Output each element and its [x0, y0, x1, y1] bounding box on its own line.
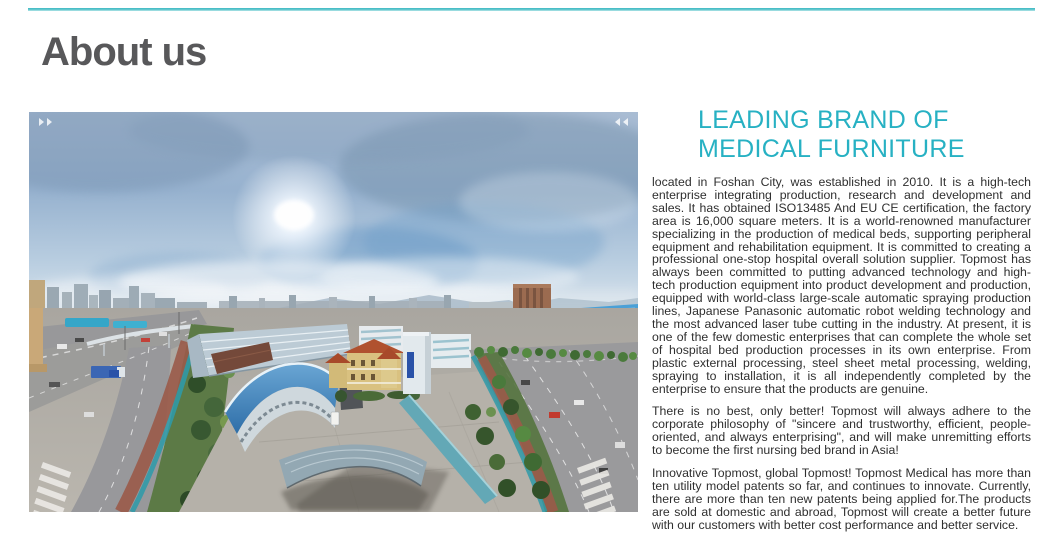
top-divider — [28, 8, 1035, 11]
about-paragraph-3: Innovative Topmost, global Topmost! Topmost Medical has more than ten utility model patents so far, and continues to innovate. Currently, there are more than ten new patents being applied for.The products are sold at domestic and abroad, Topmost will create a better future with our customers with better cost performance and better service. — [652, 466, 1031, 532]
section-heading — [698, 106, 1031, 163]
about-paragraph-2: There is no best, only better! Topmost will always adhere to the corporate philosophy of "sincere and trustworthy, efficient, people-oriented, and always enterprising", and will make unremitting efforts to become the first nursing bed brand in Asia! — [652, 404, 1031, 458]
factory-panorama-image — [29, 112, 638, 512]
about-text-column — [652, 106, 1031, 542]
heading-line-1: LEADING BRAND OF — [698, 106, 949, 134]
sky — [29, 112, 638, 312]
heading-line-2: MEDICAL FURNITURE — [698, 134, 965, 163]
page-title: About us — [41, 30, 207, 74]
about-paragraph-1: located in Foshan City, was established in 2010. It is a high-tech enterprise integrating production, research and development and sales. It has obtained ISO13485 And EU CE certification, the factory area is 16,000 square meters. It is a world-renowned manufacturer specializing in the production of medical beds, supporting peripheral equipment and rehabilitation equipment. It is committed to creating a professional one-stop hospital overall solution supplier. Topmost has always been committed to putting advanced technology and high-tech production equipment into product development and production, equipped with world-class large-scale automatic spraying production lines, Japanese Panasonic automatic robot welding technology and the most advanced laser tube cutting in the industry. At present, it is one of the few domestic enterprises that can complete the whole set of hospital bed production processes in its own enterprise. From plastic external processing, steel sheet metal processing, welding, spraying to installation, it is all independently completed by the enterprise to ensure that the products are genuine. — [652, 175, 1031, 396]
factory-panorama-photo — [29, 112, 638, 512]
